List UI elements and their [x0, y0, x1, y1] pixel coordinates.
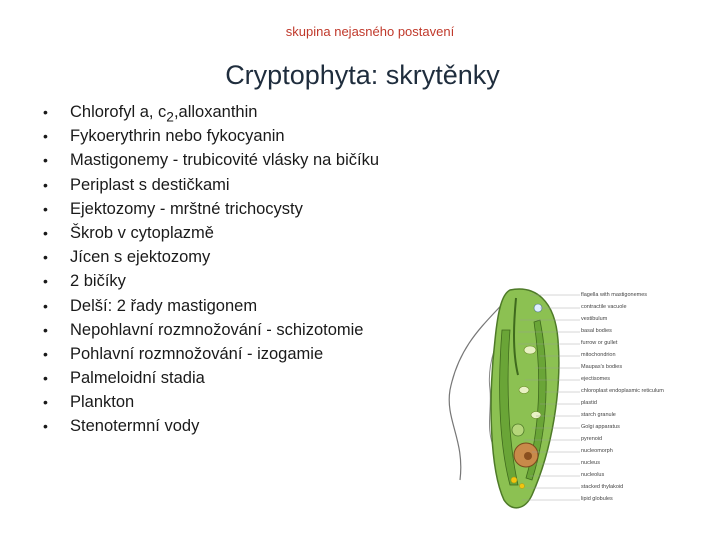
- lipid-globule: [520, 484, 525, 489]
- figure-label: ejectisomes: [581, 376, 611, 382]
- figure-label: chloroplast endoplasmic reticulum: [581, 388, 664, 394]
- bullet-item: [40, 197, 379, 221]
- bullet-text: Periplast s destičkami: [70, 175, 230, 194]
- figure-label: Golgi apparatus: [581, 424, 620, 430]
- bullet-text: 2 bičíky: [70, 272, 126, 291]
- bullet-text: Mastigonemy - trubicovité vlásky na bičíku: [70, 151, 380, 170]
- bullet-item: [40, 414, 379, 438]
- figure-label: starch granule: [581, 412, 616, 418]
- bullet-subscript: 2: [166, 109, 174, 125]
- bullet-text: Delší: 2 řady mastigonem: [70, 296, 258, 315]
- bullet-item: [40, 342, 379, 366]
- bullet-text: Nepohlavní rozmnožování - schizotomie: [70, 320, 364, 339]
- bullet-text: Chlorofyl a, c: [70, 103, 167, 121]
- bullet-item: [40, 318, 379, 342]
- lipid-globule: [511, 477, 517, 483]
- starch-granule: [524, 346, 536, 354]
- bullet-item: [40, 245, 379, 269]
- figure-label: lipid globules: [581, 496, 613, 502]
- bullet-text: ,alloxanthin: [173, 103, 258, 121]
- bullet-text: Plankton: [70, 393, 135, 412]
- bullet-item: [40, 100, 379, 124]
- figure-label: pyrenoid: [581, 436, 603, 442]
- figure-label: mitochondrion: [581, 352, 616, 358]
- figure-label: furrow or gullet: [581, 340, 618, 346]
- subtitle: skupina nejasného postavení: [285, 24, 455, 39]
- slide-title: Cryptophyta: skrytěnky: [225, 60, 500, 90]
- bullet-item: [40, 269, 379, 293]
- bullet-text: Stenotermní vody: [70, 417, 200, 436]
- bullet-text: Škrob v cytoplazmě: [70, 223, 214, 242]
- cell-illustration: [440, 280, 710, 520]
- figure-label: nucleolus: [581, 472, 605, 478]
- bullet-text: Palmeloidní stadia: [70, 369, 205, 388]
- nucleolus: [524, 452, 532, 460]
- figure-label: nucleomorph: [581, 448, 613, 454]
- bullet-text: Pohlavní rozmnožování - izogamie: [70, 344, 324, 363]
- bullet-item: [40, 221, 379, 245]
- bullet-item: [40, 294, 379, 318]
- bullet-list: [40, 100, 379, 439]
- bullet-item: [40, 390, 379, 414]
- cryptophyte-cell-diagram: [440, 280, 710, 520]
- bullet-text: Jícen s ejektozomy: [70, 248, 211, 267]
- figure-label: plastid: [581, 400, 597, 406]
- bullet-item: [40, 124, 379, 148]
- figure-label: flagella with mastigonemes: [581, 292, 648, 298]
- figure-label: basal bodies: [581, 328, 612, 334]
- figure-label: contractile vacuole: [581, 304, 627, 310]
- bullet-item: [40, 173, 379, 197]
- starch-granule: [531, 412, 541, 419]
- bullet-item: [40, 148, 379, 172]
- bullet-text: Ejektozomy - mrštné trichocysty: [70, 199, 303, 218]
- figure-label: nucleus: [581, 460, 600, 466]
- figure-label: vestibulum: [581, 316, 608, 322]
- bullet-item: [40, 366, 379, 390]
- pyrenoid: [512, 424, 524, 436]
- bullet-text: Fykoerythrin nebo fykocyanin: [70, 127, 285, 146]
- figure-label: Maupas's bodies: [581, 364, 623, 370]
- starch-granule: [519, 387, 529, 394]
- figure-label: stacked thylakoid: [581, 484, 624, 490]
